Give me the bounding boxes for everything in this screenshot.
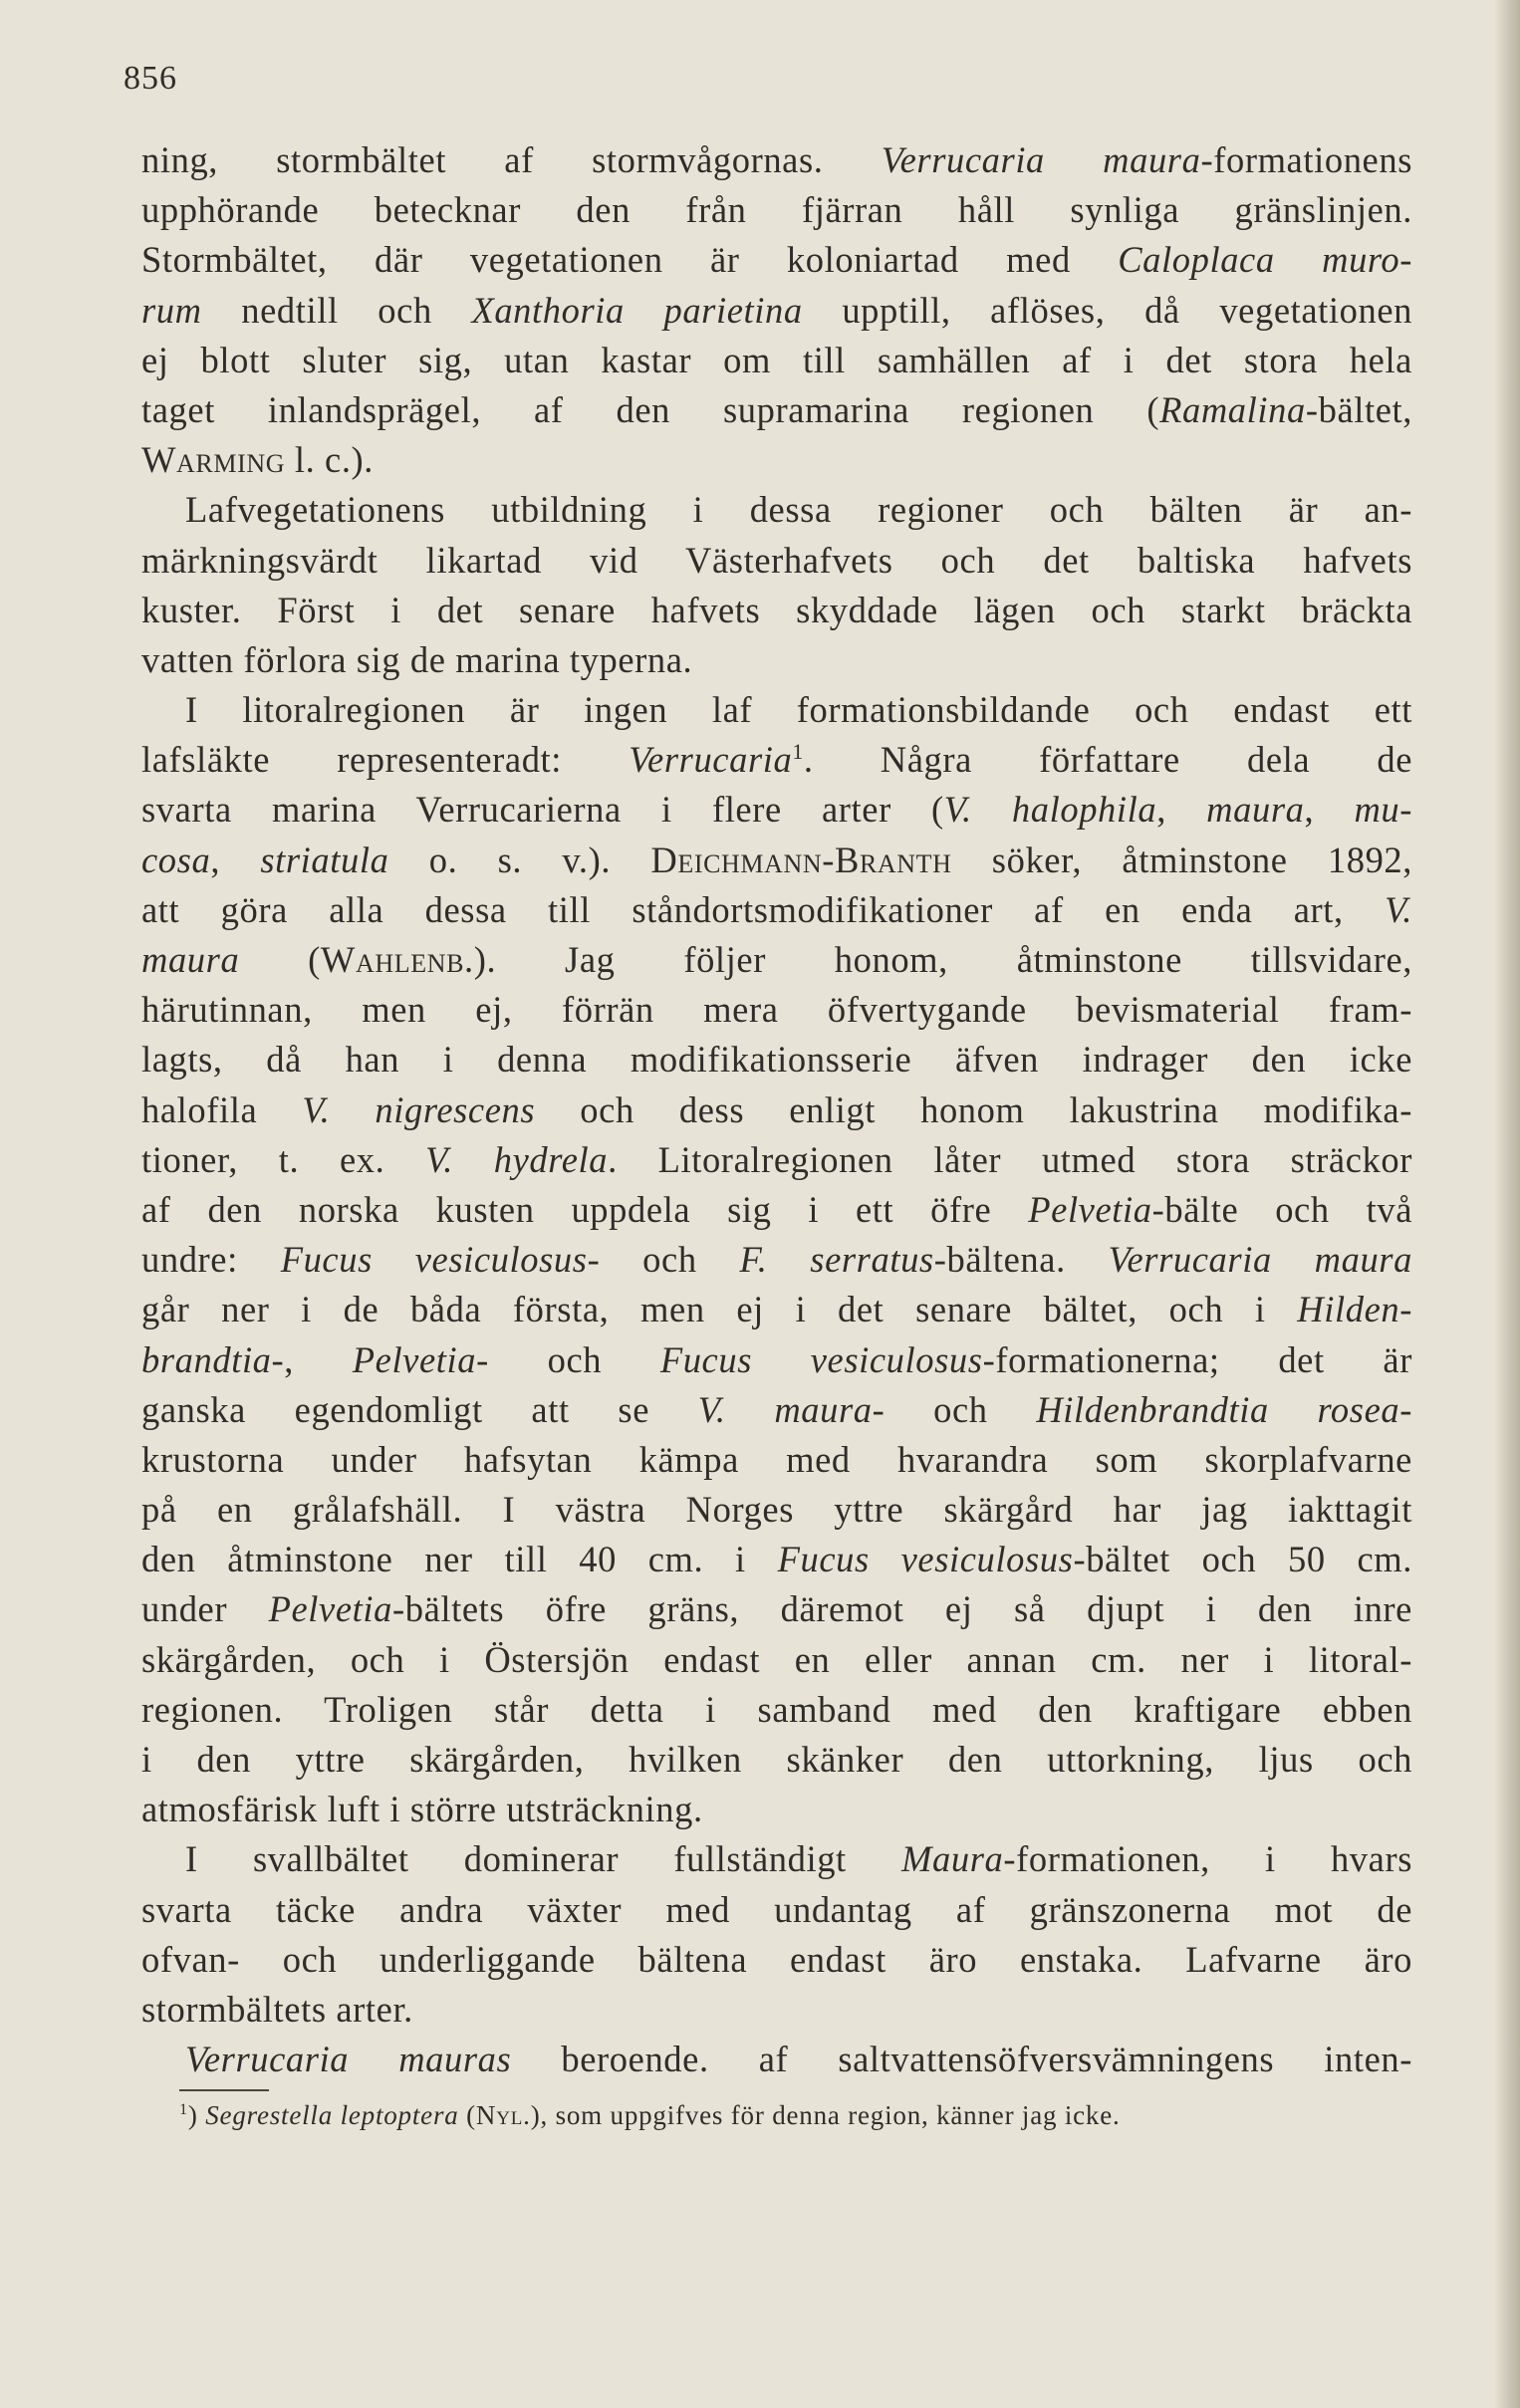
text-line: stormbältets arter. [141, 1988, 413, 2030]
text-line: cosa, striatula o. s. v.). Deichmann-Branth söker, åtminstone 1892, [141, 839, 1412, 880]
text-line: går ner i de båda första, men ej i det senare bältet, och i Hilden- [141, 1289, 1412, 1330]
text-line: märkningsvärdt likartad vid Västerhafvets och det baltiska hafvets [141, 539, 1412, 581]
text-line: taget inlandsprägel, af den supramarina regionen (Ramalina-bältet, [141, 388, 1412, 430]
text-line: Verrucaria mauras beroende. af saltvattensöfversvämningens inten- [185, 2039, 1412, 2080]
text-line: af den norska kusten uppdela sig i ett öfre Pelvetia-bälte och två [141, 1188, 1412, 1230]
text-line: tioner, t. ex. V. hydrela. Litoralregionen låter utmed stora sträckor [141, 1138, 1412, 1180]
text-line: lagts, då han i denna modifikationsserie äfven indrager den icke [141, 1039, 1412, 1081]
text-line: atmosfärisk luft i större utsträckning. [141, 1789, 703, 1830]
text-line: Stormbältet, där vegetationen är koloniartad med Caloplaca muro- [141, 239, 1412, 281]
text-line: skärgården, och i Östersjön endast en eller annan cm. ner i litoral- [141, 1638, 1412, 1680]
text-line: brandtia-, Pelvetia- och Fucus vesiculosus-formationerna; det är [141, 1338, 1412, 1380]
text-line: under Pelvetia-bältets öfre gräns, däremot ej så djupt i den inre [141, 1588, 1412, 1630]
text-line: maura (Wahlenb.). Jag följer honom, åtminstone tillsvidare, [141, 939, 1413, 980]
text-line: svarta täcke andra växter med undantag af gränszonerna mot de [141, 1888, 1412, 1930]
footnote: $^1$) Segrestella leptoptera (Nyl.), som uppgifves för denna region, känner jag icke. [179, 2100, 1121, 2130]
text-line: Warming l. c.). [141, 439, 375, 481]
text-line: krustorna under hafsytan kämpa med hvarandra som skorplafvarne [141, 1438, 1412, 1480]
text-line: svarta marina Verrucarierna i flere arter (V. halophila, maura, mu- [141, 789, 1413, 831]
page-number: 856 [124, 60, 177, 97]
text-line: ganska egendomligt att se V. maura- och Hildenbrandtia rosea- [141, 1388, 1412, 1430]
text-line: på en grålafshäll. I västra Norges yttre skärgård har jag iakttagit [141, 1489, 1412, 1531]
footnote-divider [179, 2089, 269, 2091]
text-line: undre: Fucus vesiculosus- och F. serratus-bältena. Verrucaria maura [141, 1239, 1412, 1281]
text-line: upphörande betecknar den från fjärran håll synliga gränslinjen. [141, 189, 1412, 231]
text-line: I litoralregionen är ingen laf formationsbildande och endast ett [185, 689, 1412, 731]
text-line: vatten förlora sig de marina typerna. [141, 638, 693, 680]
text-line: lafsläkte representeradt: Verrucaria$^1$. Några författare dela de [141, 739, 1412, 781]
body-text [141, 135, 1412, 2084]
text-line: i den yttre skärgården, hvilken skänker den uttorkning, ljus och [141, 1739, 1412, 1780]
text-line: kuster. Först i det senare hafvets skyddade lägen och starkt bräckta [141, 589, 1412, 630]
text-line: rum nedtill och Xanthoria parietina upptill, aflöses, då vegetationen [141, 289, 1413, 331]
text-line: Lafvegetationens utbildning i dessa regioner och bälten är an- [185, 489, 1412, 531]
page-edge-shadow [1494, 0, 1520, 2408]
text-line: I svallbältet dominerar fullständigt Maura-formationen, i hvars [185, 1838, 1413, 1880]
text-line: ej blott sluter sig, utan kastar om till samhällen af i det stora hela [141, 339, 1412, 380]
text-line: halofila V. nigrescens och dess enligt honom lakustrina modifika- [141, 1088, 1412, 1130]
text-line: att göra alla dessa till ståndortsmodifikationer af en enda art, V. [141, 888, 1412, 930]
text-line: den åtminstone ner till 40 cm. i Fucus vesiculosus-bältet och 50 cm. [141, 1539, 1412, 1580]
text-line: härutinnan, men ej, förrän mera öfvertygande bevismaterial fram- [141, 989, 1412, 1031]
text-line: ofvan- och underliggande bältena endast äro enstaka. Lafvarne äro [141, 1938, 1412, 1980]
text-line: regionen. Troligen står detta i samband med den kraftigare ebben [141, 1688, 1412, 1730]
text-line: ning, stormbältet af stormvågornas. Verrucaria maura-formationens [141, 139, 1412, 180]
